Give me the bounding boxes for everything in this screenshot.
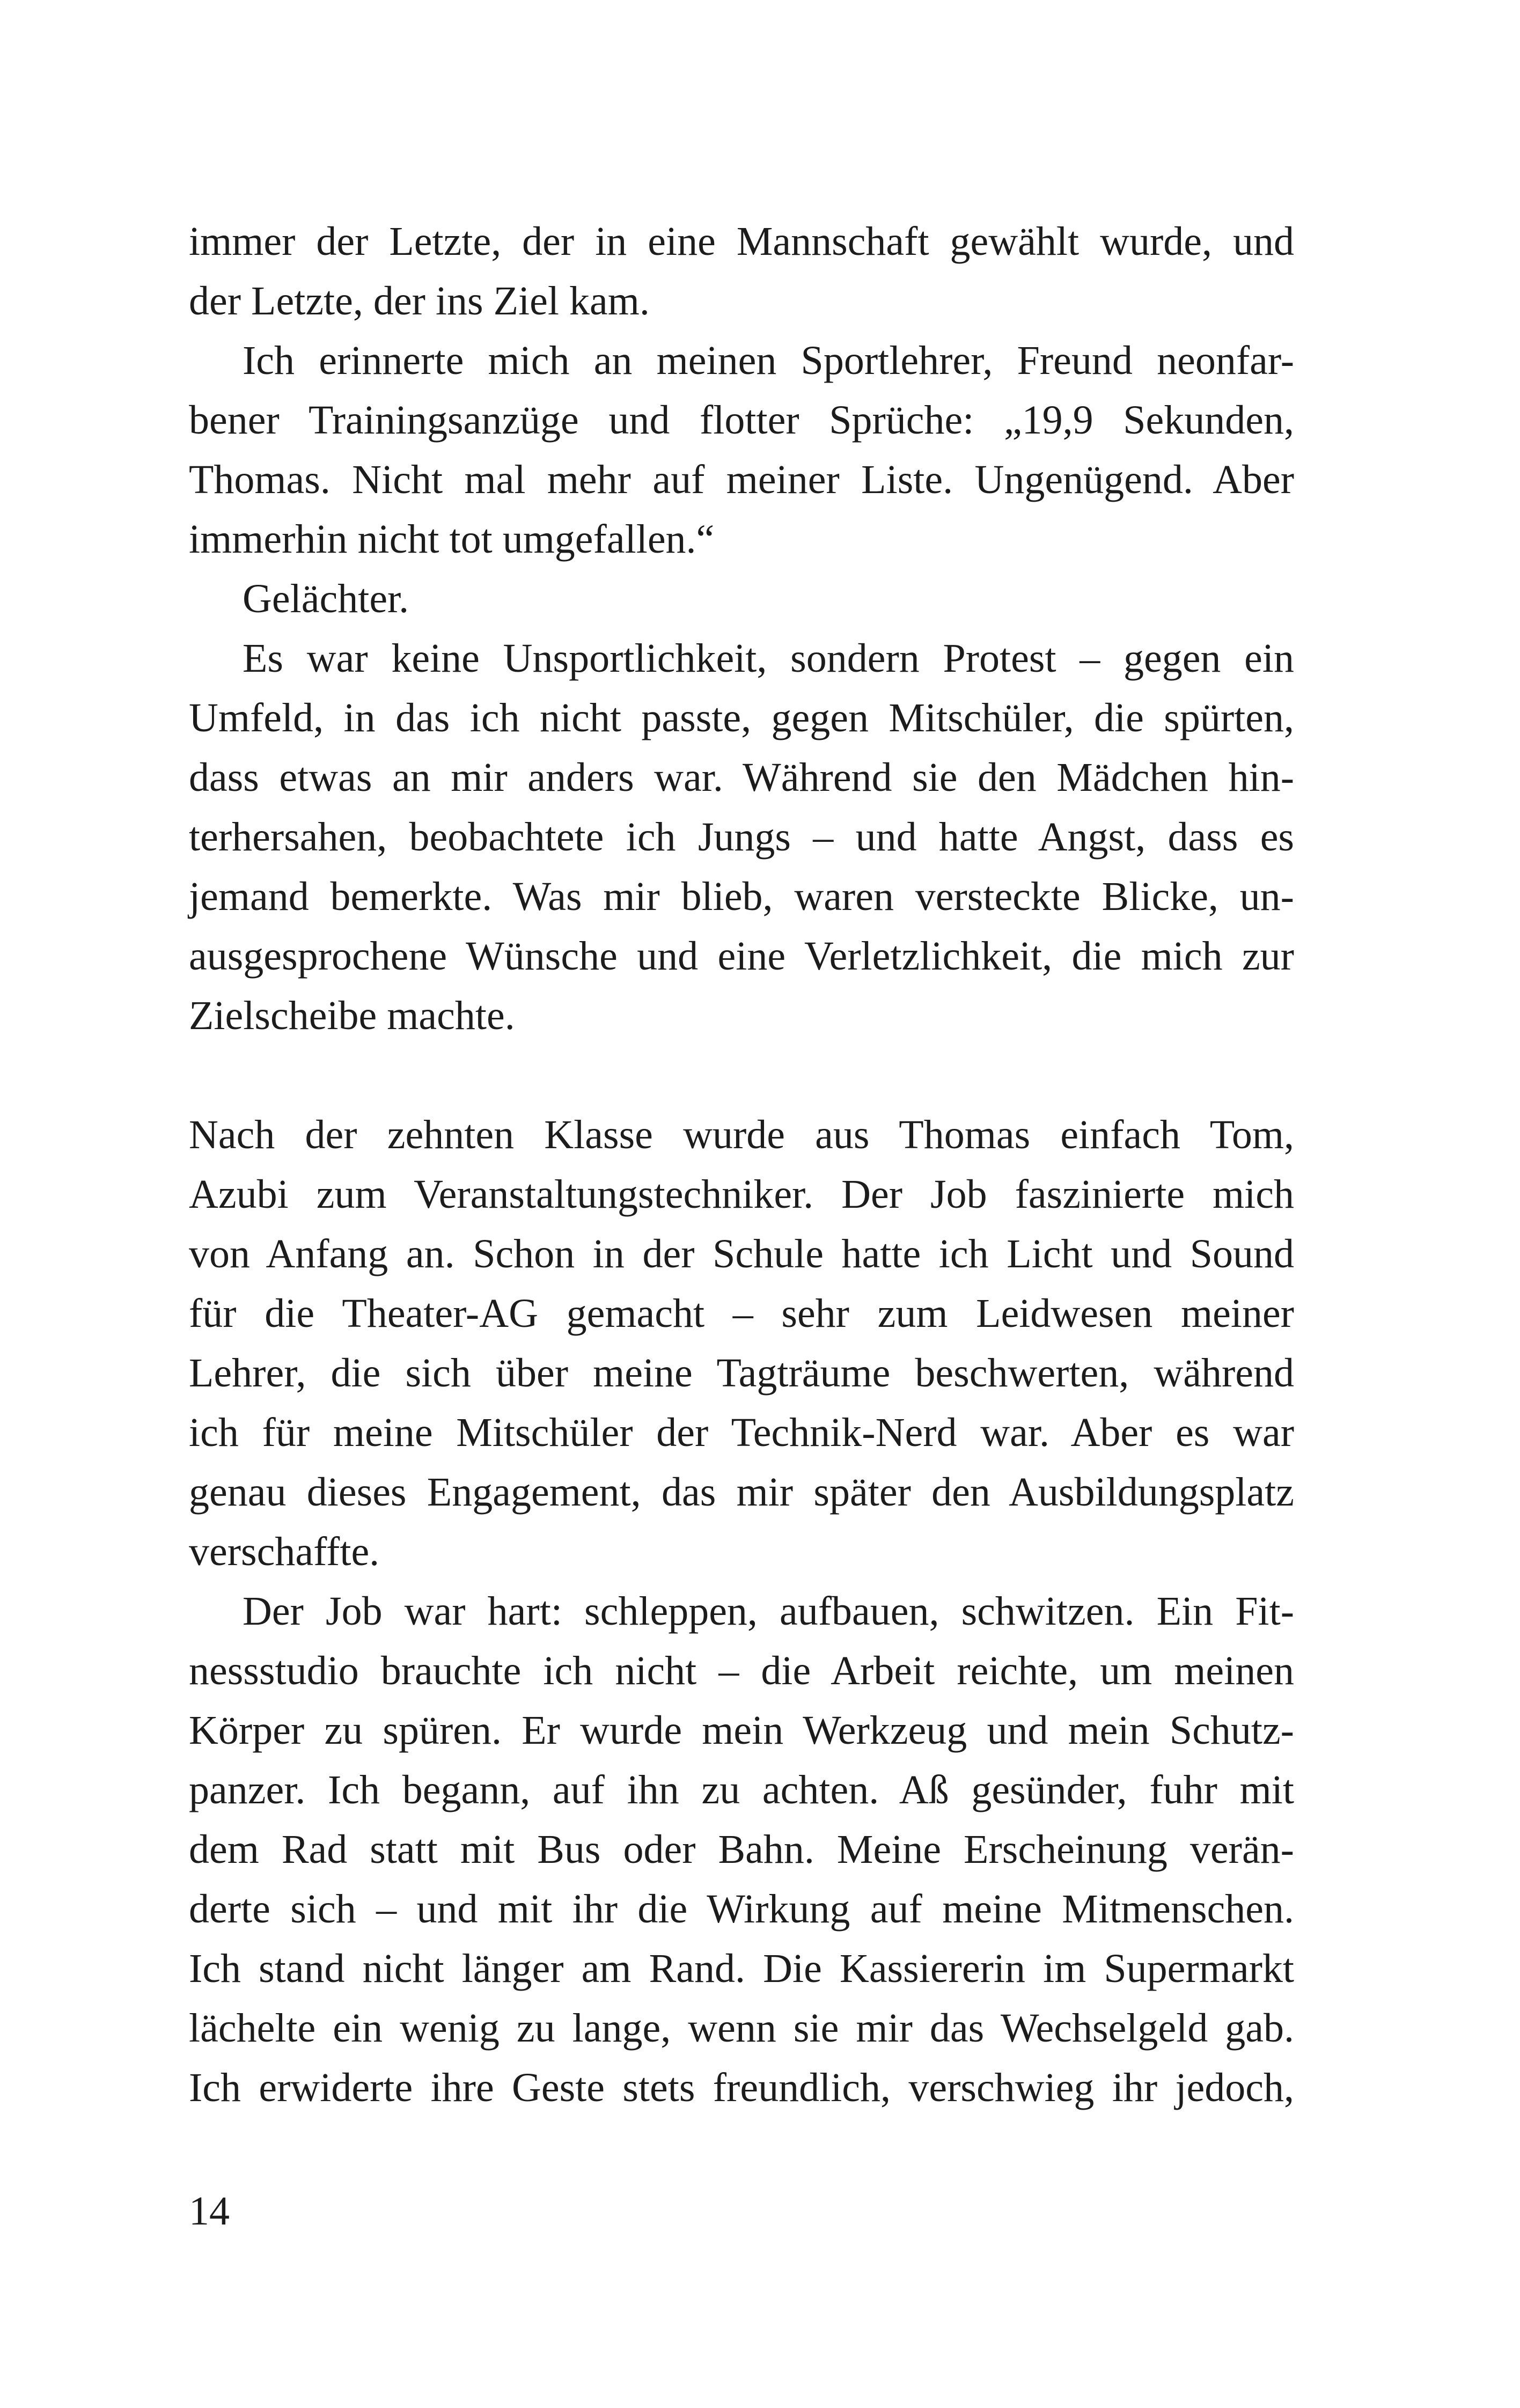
text-line: derte sich – und mit ihr die Wirkung auf meine Mitmenschen. <box>189 1886 1294 1932</box>
text-line: dem Rad statt mit Bus oder Bahn. Meine Erscheinung verän- <box>189 1827 1294 1872</box>
text-line: verschaffte. <box>189 1529 380 1574</box>
text-line: lächelte ein wenig zu lange, wenn sie mir das Wechselgeld gab. <box>189 2006 1294 2051</box>
text-line: Gelächter. <box>243 576 409 621</box>
page-body-text <box>189 212 1294 2118</box>
text-line: Ich erwiderte ihre Geste stets freundlich, verschwieg ihr jedoch, <box>189 2065 1294 2110</box>
paragraph <box>189 212 1294 331</box>
text-line: jemand bemerkte. Was mir blieb, waren versteckte Blicke, un- <box>189 874 1294 919</box>
paragraph <box>189 1105 1294 1582</box>
text-line: Körper zu spüren. Er wurde mein Werkzeug und mein Schutz- <box>189 1708 1294 1753</box>
text-line: Zielscheibe machte. <box>189 993 515 1038</box>
text-line: Azubi zum Veranstaltungstechniker. Der Job faszinierte mich <box>189 1172 1294 1217</box>
text-line: immer der Letzte, der in eine Mannschaft gewählt wurde, und <box>189 219 1294 264</box>
text-line: Es war keine Unsportlichkeit, sondern Protest – gegen ein <box>243 636 1294 681</box>
text-line: von Anfang an. Schon in der Schule hatte ich Licht und Sound <box>189 1231 1294 1276</box>
paragraph <box>189 1582 1294 2118</box>
section-break <box>189 1046 1294 1105</box>
text-line: Der Job war hart: schleppen, aufbauen, schwitzen. Ein Fit- <box>243 1589 1294 1634</box>
text-line: genau dieses Engagement, das mir später den Ausbildungsplatz <box>189 1470 1294 1515</box>
text-line: der Letzte, der ins Ziel kam. <box>189 278 650 324</box>
text-line: für die Theater-AG gemacht – sehr zum Leidwesen meiner <box>189 1291 1294 1336</box>
paragraph <box>189 331 1294 569</box>
text-line: ich für meine Mitschüler der Technik-Nerd war. Aber es war <box>189 1410 1294 1455</box>
text-line: ausgesprochene Wünsche und eine Verletzlichkeit, die mich zur <box>189 934 1294 979</box>
text-line: Lehrer, die sich über meine Tagträume beschwerten, während <box>189 1350 1294 1396</box>
text-line: Thomas. Nicht mal mehr auf meiner Liste. Ungenügend. Aber <box>189 457 1294 502</box>
text-line: panzer. Ich begann, auf ihn zu achten. Aß gesünder, fuhr mit <box>189 1767 1294 1812</box>
text-line: Umfeld, in das ich nicht passte, gegen Mitschüler, die spürten, <box>189 695 1294 740</box>
page-number: 14 <box>189 2189 230 2234</box>
paragraph <box>189 569 1294 629</box>
text-line: dass etwas an mir anders war. Während sie den Mädchen hin- <box>189 755 1294 800</box>
text-line: Ich stand nicht länger am Rand. Die Kassiererin im Supermarkt <box>189 1946 1294 1991</box>
text-line: immerhin nicht tot umgefallen.“ <box>189 517 715 562</box>
text-line: bener Trainingsanzüge und flotter Sprüche: „19,9 Sekunden, <box>189 398 1294 443</box>
text-line: Nach der zehnten Klasse wurde aus Thomas einfach Tom, <box>189 1112 1294 1157</box>
text-line: Ich erinnerte mich an meinen Sportlehrer, Freund neonfar- <box>243 338 1294 383</box>
text-line: terhersahen, beobachtete ich Jungs – und hatte Angst, dass es <box>189 814 1294 860</box>
text-line: nessstudio brauchte ich nicht – die Arbeit reichte, um meinen <box>189 1648 1294 1693</box>
paragraph <box>189 629 1294 1046</box>
